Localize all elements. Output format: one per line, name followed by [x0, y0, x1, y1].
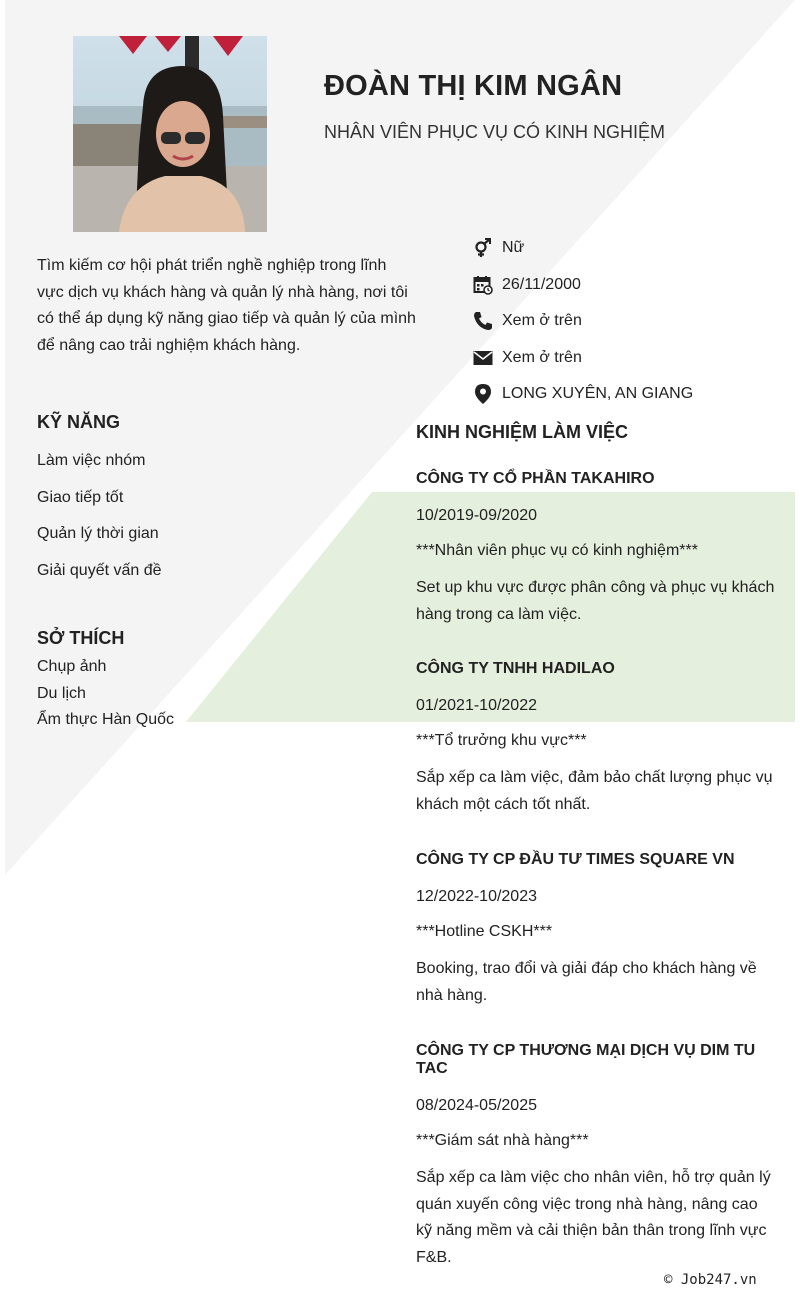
gender-value: Nữ: [502, 239, 525, 257]
hobby-item: Ẩm thực Hàn Quốc: [37, 711, 174, 728]
experience-entry: [416, 660, 776, 818]
work-role: ***Giám sát nhà hàng***: [416, 1132, 589, 1149]
info-address: [472, 376, 693, 413]
experience-entry: [416, 851, 776, 1009]
candidate-name: ĐOÀN THỊ KIM NGÂN: [324, 70, 623, 102]
company-name: CÔNG TY CP THƯƠNG MẠI DỊCH VỤ DIM TU TAC: [416, 1042, 756, 1077]
job-title: NHÂN VIÊN PHỤC VỤ CÓ KINH NGHIỆM: [324, 122, 666, 142]
info-birthday: [472, 267, 693, 304]
skills-heading: KỸ NĂNG: [37, 412, 121, 432]
map-pin-icon: [472, 383, 494, 405]
work-period: 08/2024-05/2025: [416, 1097, 537, 1114]
work-period: 12/2022-10/2023: [416, 888, 537, 905]
career-objective: Tìm kiếm cơ hội phát triển nghề nghiệp trong lĩnh vực dịch vụ khách hàng và quản lý nhà hàng, nơi tôi có thể áp dụng kỹ năng giao tiếp và quản lý của mình để nâng cao trải nghiệm khách hàng.: [37, 257, 416, 354]
skill-item: Giao tiếp tốt: [37, 488, 124, 506]
work-role: ***Nhân viên phục vụ có kinh nghiệm***: [416, 542, 698, 559]
profile-photo: [73, 36, 267, 232]
birthday-value: 26/11/2000: [502, 275, 581, 293]
calendar-icon: [472, 274, 494, 296]
experience-entry: [416, 470, 776, 628]
company-name: CÔNG TY TNHH HADILAO: [416, 660, 615, 677]
work-role: ***Tổ trưởng khu vực***: [416, 732, 587, 749]
skill-item: Giải quyết vấn đề: [37, 561, 162, 579]
skills-list: [37, 452, 162, 598]
email-value: Xem ở trên: [502, 348, 582, 366]
info-phone: [472, 303, 693, 340]
footer-copyright: © Job247.vn: [664, 1272, 757, 1288]
company-name: CÔNG TY CỔ PHẦN TAKAHIRO: [416, 470, 655, 487]
hobby-item: Du lịch: [37, 684, 86, 702]
phone-value: Xem ở trên: [502, 312, 582, 330]
skill-item: Làm việc nhóm: [37, 452, 146, 469]
work-description: Sắp xếp ca làm việc cho nhân viên, hỗ trợ quản lý quán xuyến công việc trong nhà hàng, nâng cao kỹ năng mềm và cải thiện bản thân trong lĩnh vực F&B.: [416, 1169, 771, 1266]
experience-entry: [416, 1042, 776, 1271]
work-role: ***Hotline CSKH***: [416, 923, 553, 940]
work-period: 10/2019-09/2020: [416, 507, 537, 524]
phone-icon: [472, 310, 494, 332]
gender-icon: [472, 237, 494, 259]
info-gender: [472, 230, 693, 267]
work-description: Set up khu vực được phân công và phục vụ khách hàng trong ca làm việc.: [416, 579, 775, 623]
hobbies-list: [37, 658, 174, 738]
skill-item: Quản lý thời gian: [37, 525, 159, 542]
company-name: CÔNG TY CP ĐẦU TƯ TIMES SQUARE VN: [416, 851, 735, 868]
envelope-icon: [472, 347, 494, 369]
work-period: 01/2021-10/2022: [416, 697, 537, 714]
experience-heading: KINH NGHIỆM LÀM VIỆC: [416, 422, 629, 442]
hobby-item: Chụp ảnh: [37, 658, 107, 675]
address-value: LONG XUYÊN, AN GIANG: [502, 385, 694, 403]
hobbies-heading: SỞ THÍCH: [37, 628, 125, 648]
work-description: Booking, trao đổi và giải đáp cho khách hàng về nhà hàng.: [416, 960, 757, 1004]
work-description: Sắp xếp ca làm việc, đảm bảo chất lượng phục vụ khách một cách tốt nhất.: [416, 769, 773, 813]
info-email: [472, 340, 693, 377]
personal-info: [472, 230, 693, 413]
